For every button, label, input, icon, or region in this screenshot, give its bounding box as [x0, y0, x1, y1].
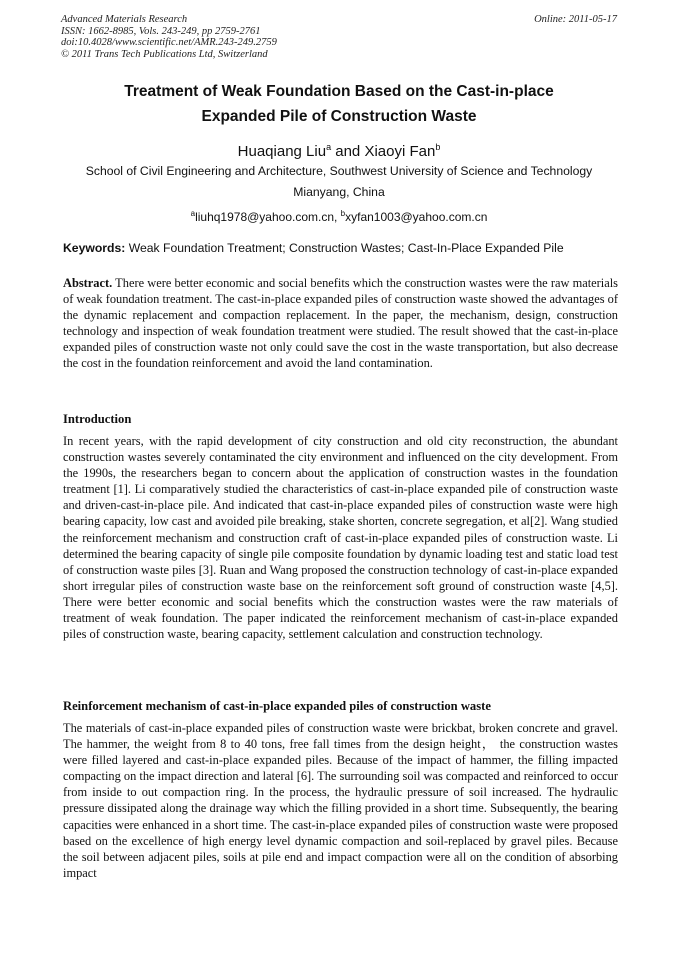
email-a-mark: a: [190, 209, 196, 218]
section-heading-introduction: Introduction: [63, 412, 132, 426]
title-line-1: Treatment of Weak Foundation Based on the Cast-in-place: [124, 83, 554, 100]
copyright-line: © 2011 Trans Tech Publications Ltd, Switzerland: [61, 48, 268, 60]
keywords-text: Weak Foundation Treatment; Construction Wastes; Cast-In-Place Expanded Pile: [125, 241, 564, 255]
abstract: [63, 275, 618, 372]
journal-info: [61, 14, 277, 60]
abstract-text: There were better economic and social benefits which the construction wastes were the raw materials of weak foundation treatment. The cast-in-place expanded piles of construction waste showed the advantages of the dynamic replacement and compaction replacement. In the paper, the mechanism, design, construction technology and inspection of weak foundation treatment were studied. The result showed that the cast-in-place expanded piles of construction waste not only could save the cost in the waste transportation, but also decrease the cost in the foundation reinforcement and avoid the land contamination.: [63, 276, 618, 371]
doi-line: doi:10.4028/www.scientific.net/AMR.243-249.2759: [61, 37, 277, 48]
introduction-paragraph: In recent years, with the rapid development of city construction and old city reconstruction, the abundant construction wastes severely contaminated the city environment and influenced on the city development. From the 1990s, the researchers began to concern about the application of construction wastes in the foundation treatment [1]. Li comparatively studied the characteristics of cast-in-place expanded pile of construction waste and driven-cast-in-place pile. And indicated that cast-in-place expanded piles of construction waste were high bearing capacity, low cast and avoided pile breaking, stake shorten, concrete segregation, et al[2]. Wang studied the reinforcement mechanism and construction craft of cast-in-place expanded piles of construction waste. Li determined the bearing capacity of single pile composite foundation by dynamic loading test and static load test of construction waste piles [3]. Ruan and Wang proposed the construction technology of cast-in-place expanded short irregular piles of construction waste base on the reinforcement soft ground of construction waste [4,5]. There were better economic and social benefits which the construction wastes were the raw materials of treatment of weak foundation. The paper indicated the reinforcement mechanism of cast-in-place expanded piles of construction waste, bearing capacity, settlement calculation and construction technology.: [63, 434, 618, 642]
issn-line: ISSN: 1662-8985, Vols. 243-249, pp 2759-2761: [61, 25, 261, 37]
author-separator: and: [331, 143, 365, 160]
abstract-label: Abstract.: [63, 276, 113, 290]
keywords-label: Keywords:: [63, 241, 126, 255]
paper-title: [40, 79, 638, 129]
author-emails: [40, 204, 638, 227]
title-line-2: Expanded Pile of Construction Waste: [201, 108, 477, 125]
journal-header: [61, 14, 617, 60]
affiliation: [40, 161, 638, 203]
mechanism-paragraph: The materials of cast-in-place expanded piles of construction waste were brickbat, broken concrete and gravel. The hammer, the weight from 8 to 40 tons, free fall times from the design height， the construction wastes were filled layered and cast-in-place expanded piles. Because of the impact of hammer, the filling impacted compacting on the impact direction and lateral [6]. The surrounding soil was compacted and reinforced to occur from inside to out compaction ring. In the process, the hydraulic pressure of soil increased. The hydraulic pressure dissipated along the drainage way which the filling provided in a short time. Subsequently, the bearing capacities were enhanced in a short time. The cast-in-place expanded piles of construction waste were proposed based on the excellence of high energy level dynamic compaction and soil-replaced by gravel piles. Because the soil between adjacent piles, soils at pile end and impact compaction were all on the condition of absorbing impact: [63, 721, 618, 880]
section-heading-mechanism: Reinforcement mechanism of cast-in-place expanded piles of construction waste: [63, 699, 491, 713]
affiliation-line-2: Mianyang, China: [293, 185, 385, 199]
email-a: liuhq1978@yahoo.com.cn,: [195, 210, 341, 224]
author-list: [40, 136, 638, 163]
affiliation-line-1: School of Civil Engineering and Architecture, Southwest University of Science and Technology: [85, 164, 593, 178]
author-2: Xiaoyi Fan: [364, 143, 436, 160]
author-2-affil-mark: b: [435, 142, 441, 152]
author-1-affil-mark: a: [326, 142, 332, 152]
online-date: Online: 2011-05-17: [534, 14, 617, 25]
email-b-mark: b: [340, 209, 346, 218]
journal-name: Advanced Materials Research: [61, 14, 188, 25]
keywords: [63, 239, 618, 257]
author-1: Huaqiang Liu: [237, 143, 327, 160]
email-b: xyfan1003@yahoo.com.cn: [345, 210, 488, 224]
